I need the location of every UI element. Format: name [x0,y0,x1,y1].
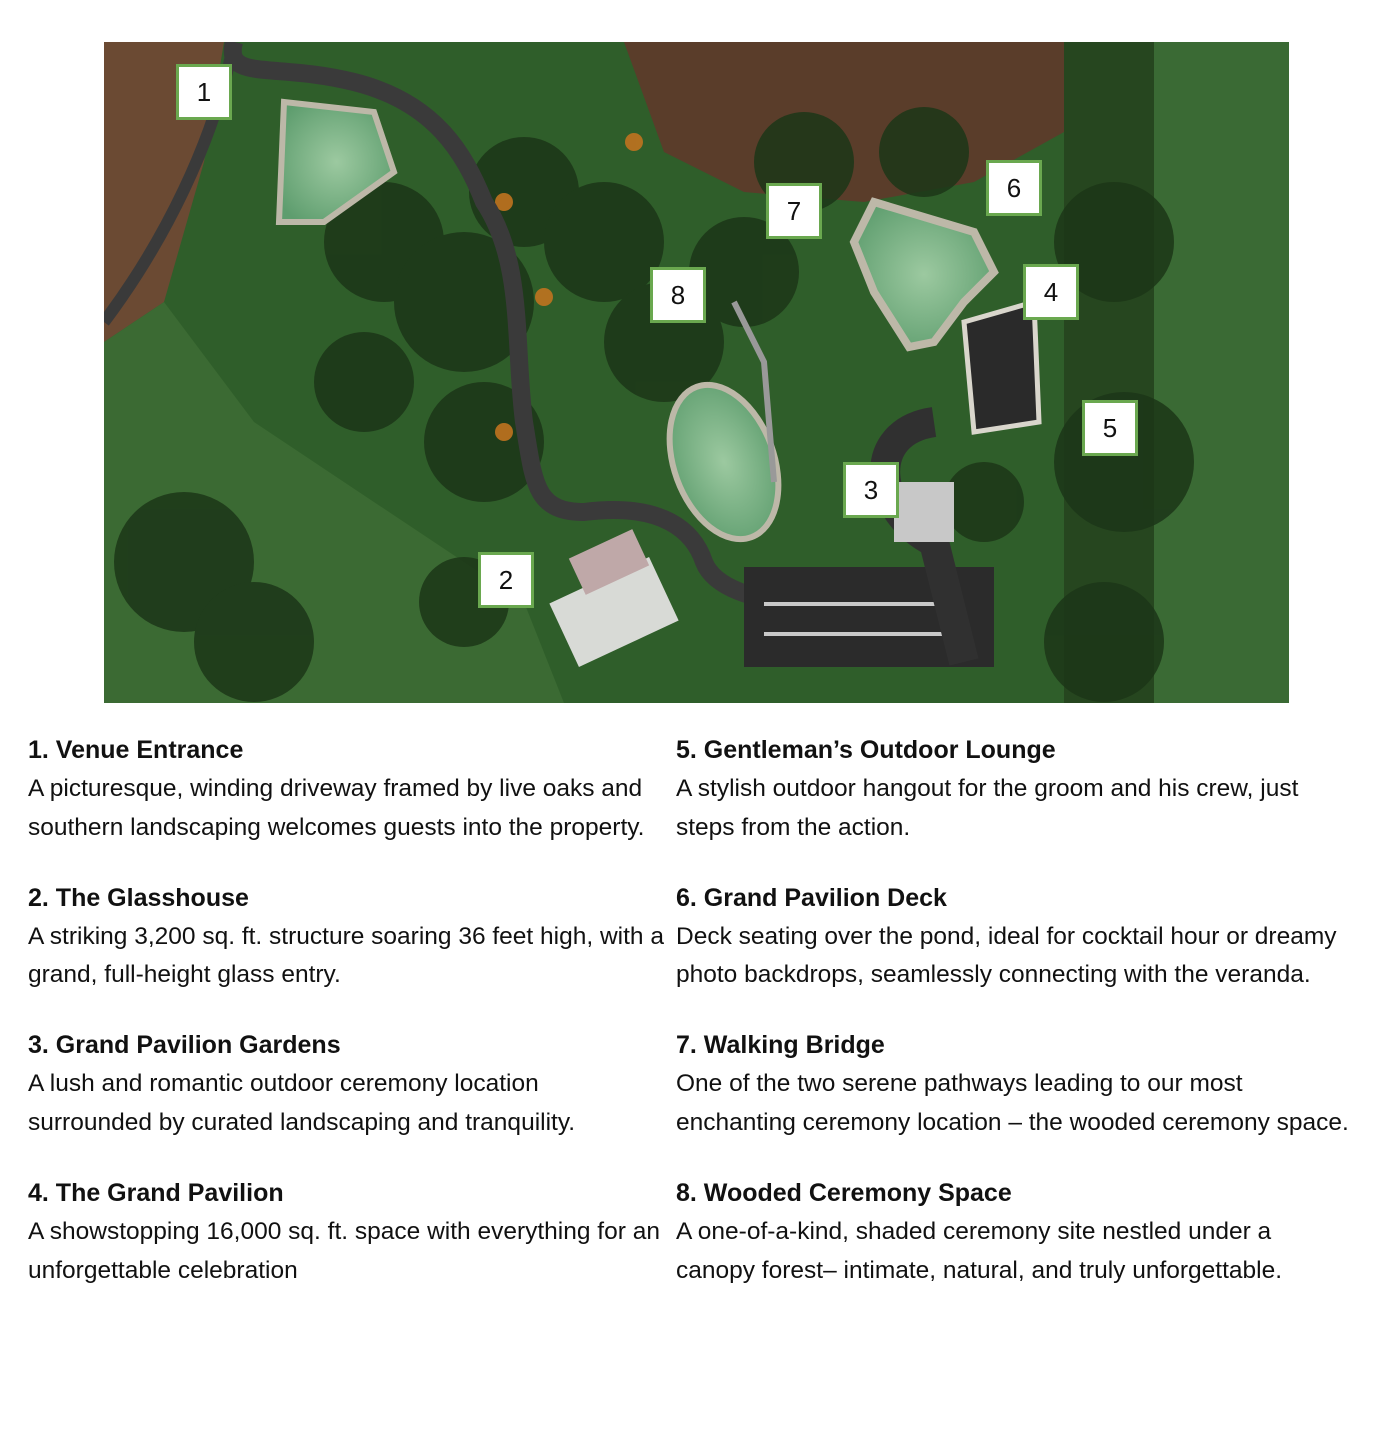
legend-item [676,878,1356,996]
legend-item [28,878,668,996]
site-map [104,42,1289,703]
legend-item-description: A striking 3,200 sq. ft. structure soaring 36 feet high, with a grand, full-height glass entry. [28,922,664,989]
map-marker-5: 5 [1082,400,1138,456]
legend-item-title: 5. Gentleman’s Outdoor Lounge [676,736,1056,764]
grand-pavilion-building [964,302,1039,432]
legend-item-description: A stylish outdoor hangout for the groom and his crew, just steps from the action. [676,775,1299,841]
legend-item-description: A showstopping 16,000 sq. ft. space with everything for an unforgettable celebration [28,1217,660,1284]
legend-item-title: 2. The Glasshouse [28,883,249,912]
legend-item [28,1173,668,1291]
map-marker-2: 2 [478,552,534,608]
map-marker-6: 6 [986,160,1042,216]
legend-item [676,1025,1356,1143]
map-marker-7: 7 [766,183,822,239]
map-marker-8: 8 [650,267,706,323]
legend-item-description: A picturesque, winding driveway framed by live oaks and southern landscaping welcomes guests into the property. [28,775,645,841]
legend-item [28,730,668,848]
legend-item-description: A lush and romantic outdoor ceremony location surrounded by curated landscaping and tranquility. [28,1070,576,1136]
garden-plaza [894,482,954,542]
legend-item [28,1025,668,1143]
site-map-illustration [104,42,1289,703]
legend-item-description: A one-of-a-kind, shaded ceremony site nestled under a canopy forest– intimate, natural, and truly unforgettable. [676,1217,1283,1284]
legend-item-title: 7. Walking Bridge [676,1031,885,1060]
map-marker-4: 4 [1023,264,1079,320]
legend-item [676,1173,1356,1291]
legend-item-description: One of the two serene pathways leading to our most enchanting ceremony location – the wooded ceremony space. [676,1070,1349,1136]
map-marker-3: 3 [843,462,899,518]
legend-item-title: 3. Grand Pavilion Gardens [28,1031,341,1060]
legend-item-title: 6. Grand Pavilion Deck [676,883,947,912]
legend-item-description: Deck seating over the pond, ideal for cocktail hour or dreamy photo backdrops, seamlessly connecting with the veranda. [676,922,1337,989]
legend-item-title: 4. The Grand Pavilion [28,1178,284,1207]
legend-item [676,730,1356,848]
legend-item-title: 8. Wooded Ceremony Space [676,1178,1012,1207]
legend-item-title: 1. Venue Entrance [28,736,244,764]
legend-left-column [28,730,668,1320]
lawn-east [1154,42,1289,703]
map-marker-1: 1 [176,64,232,120]
legend-right-column [676,730,1356,1320]
